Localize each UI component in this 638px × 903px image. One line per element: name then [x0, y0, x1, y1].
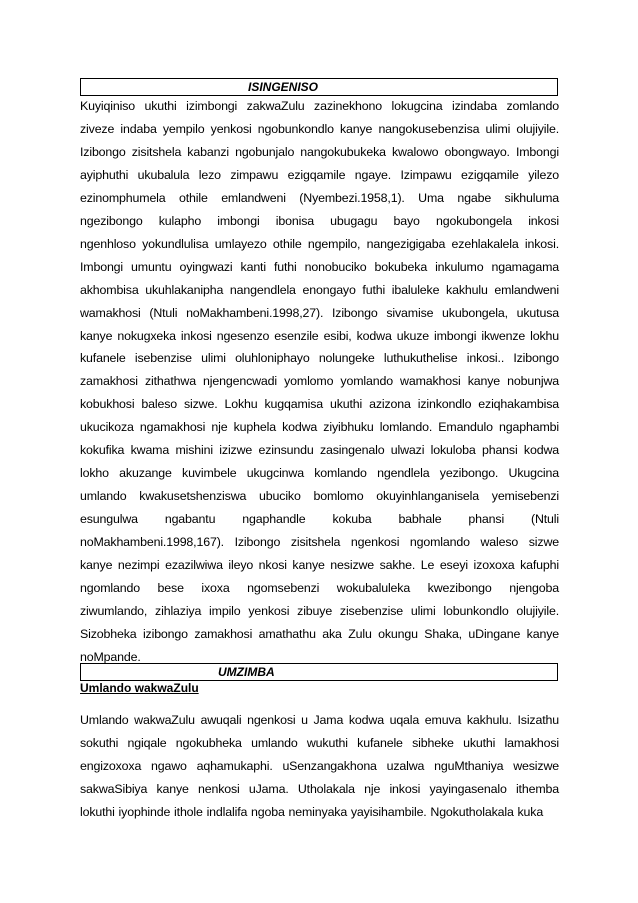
- text-line: ngezibongo kulapho imbongi ibonisa ubugagu bayo ngokubongela inkosi: [80, 213, 559, 228]
- text-line: umlando kwakusetshenziswa ubuciko bomlomo okuyinhlanganisela yemisebenzi: [80, 489, 559, 504]
- text-line: ngenhloso yokundlulisa umlayezo othile ngempilo, nangezigigaba ezehlakalela inkosi.: [80, 236, 559, 251]
- text-line: kobukhosi baleso sizwe. Lokhu kugqamisa ukuthi azizona izinkondlo eziqhakambisa: [80, 397, 559, 412]
- text-line: lokho akuzange kuvimbele ukugcinwa komlando ngendlela yezibongo. Ukugcina: [80, 466, 559, 481]
- text-line: engizoxoxa ngawo aqhamukaphi. uSenzangakhona uzalwa nguMthaniya wesizwe: [80, 758, 559, 773]
- text-line: kufanele isebenzise ulimi oluhloniphayo nolungeke luthukuthelise inkosi.. Izibongo: [80, 351, 559, 366]
- text-line: noMakhambeni.1998,167). Izibongo zisitshela ngenkosi ngomlando waleso sizwe: [80, 535, 559, 550]
- section-heading-isingeniso: ISINGENISO: [248, 80, 319, 94]
- section-heading-box-umzimba: [80, 663, 558, 681]
- text-line: lokuthi iyophinde ithole indlalifa ngoba neminyaka yayisihambile. Ngokutholakala kuka: [80, 804, 544, 819]
- text-line: akhombisa ukuhlakanipha nangendlela enongayo futhi ibaluleke kakhulu emlandweni: [80, 282, 559, 297]
- text-line: ziwumlando, zihlaziya impilo yenkosi zibuye zisebenzise ulimi lobunkondlo olujiyile.: [80, 603, 559, 618]
- text-line: sakwaSibiya kanye nenkosi uJama. Utholakala nje inkosi yayingasenalo ithemba: [80, 781, 559, 796]
- text-line: kanye nokugxeka inkosi ngesenzo esenzile esibi, kodwa ukuze imbongi ikwenze lokhu: [80, 328, 559, 343]
- subheading-umlando-wakwazulu: Umlando wakwaZulu: [80, 681, 199, 695]
- section-heading-box-isingeniso: [80, 78, 558, 96]
- text-line: ezinomphumela othile emlandweni (Nyembezi.1958,1). Uma ngabe sikhuluma: [80, 190, 559, 205]
- text-line: ayiphuthi ukubalula lezo zimpawu ezigqamile ngaye. Izimpawu ezigqamile yilezo: [80, 167, 559, 182]
- text-line: kanye nezimpi ezazilwiwa ileyo nkosi kanye nesizwe sakhe. Le eseyi izoxoxa kafuphi: [80, 558, 559, 573]
- text-line: zamakhosi zithathwa njengencwadi yomlomo yomlando wamakhosi kanye nobunjwa: [80, 374, 559, 389]
- text-line: Imbongi umuntu oyingwazi kanti futhi nonobuciko bokubeka inkulumo ngamagama: [80, 259, 559, 274]
- text-line: Kuyiqiniso ukuthi izimbongi zakwaZulu zazinekhono lokugcina izindaba zomlando: [80, 99, 559, 113]
- text-line: kokufika kwama mishini izizwe ezinsundu zasingenalo ulwazi lokuloba phansi kodwa: [80, 443, 559, 458]
- text-line: wamakhosi (Ntuli noMakhambeni.1998,27). Izibongo sivamise ukubongela, ukutusa: [80, 305, 559, 320]
- text-line: ukucikoza ngamakhosi nje kuphela kodwa ziyibhuku lomlando. Emandulo ngaphambi: [80, 420, 559, 435]
- text-line: Izibongo zisitshela kabanzi ngobunjalo nangokubukeka kwalowo obongwayo. Imbongi: [80, 144, 559, 159]
- text-line: esungulwa ngabantu ngaphandle kokuba babhale phansi (Ntuli: [80, 512, 559, 527]
- text-line: Sizobheka izibongo zamakhosi amathathu aka Zulu okungu Shaka, uDingane kanye: [80, 626, 559, 641]
- text-line: ngomlando bese ixoxa ngomsebenzi wokubaluleka kwezibongo njengoba: [80, 581, 559, 596]
- body-paragraph: [80, 709, 559, 824]
- text-line: ziveze indaba yempilo yenkosi ngobunkondlo kanye nangokusebenzisa ulimi olujiyile.: [80, 121, 559, 136]
- text-line: sokuthi ngiqale ngokubheka umlando wukuthi kufanele sibheke ukuthi lamakhosi: [80, 735, 559, 750]
- text-line: noMpande.: [80, 649, 141, 664]
- introduction-paragraph: [80, 95, 559, 669]
- text-line: Umlando wakwaZulu awuqali ngenkosi u Jama kodwa uqala emuva kakhulu. Isizathu: [80, 713, 559, 727]
- section-heading-umzimba: UMZIMBA: [218, 665, 275, 679]
